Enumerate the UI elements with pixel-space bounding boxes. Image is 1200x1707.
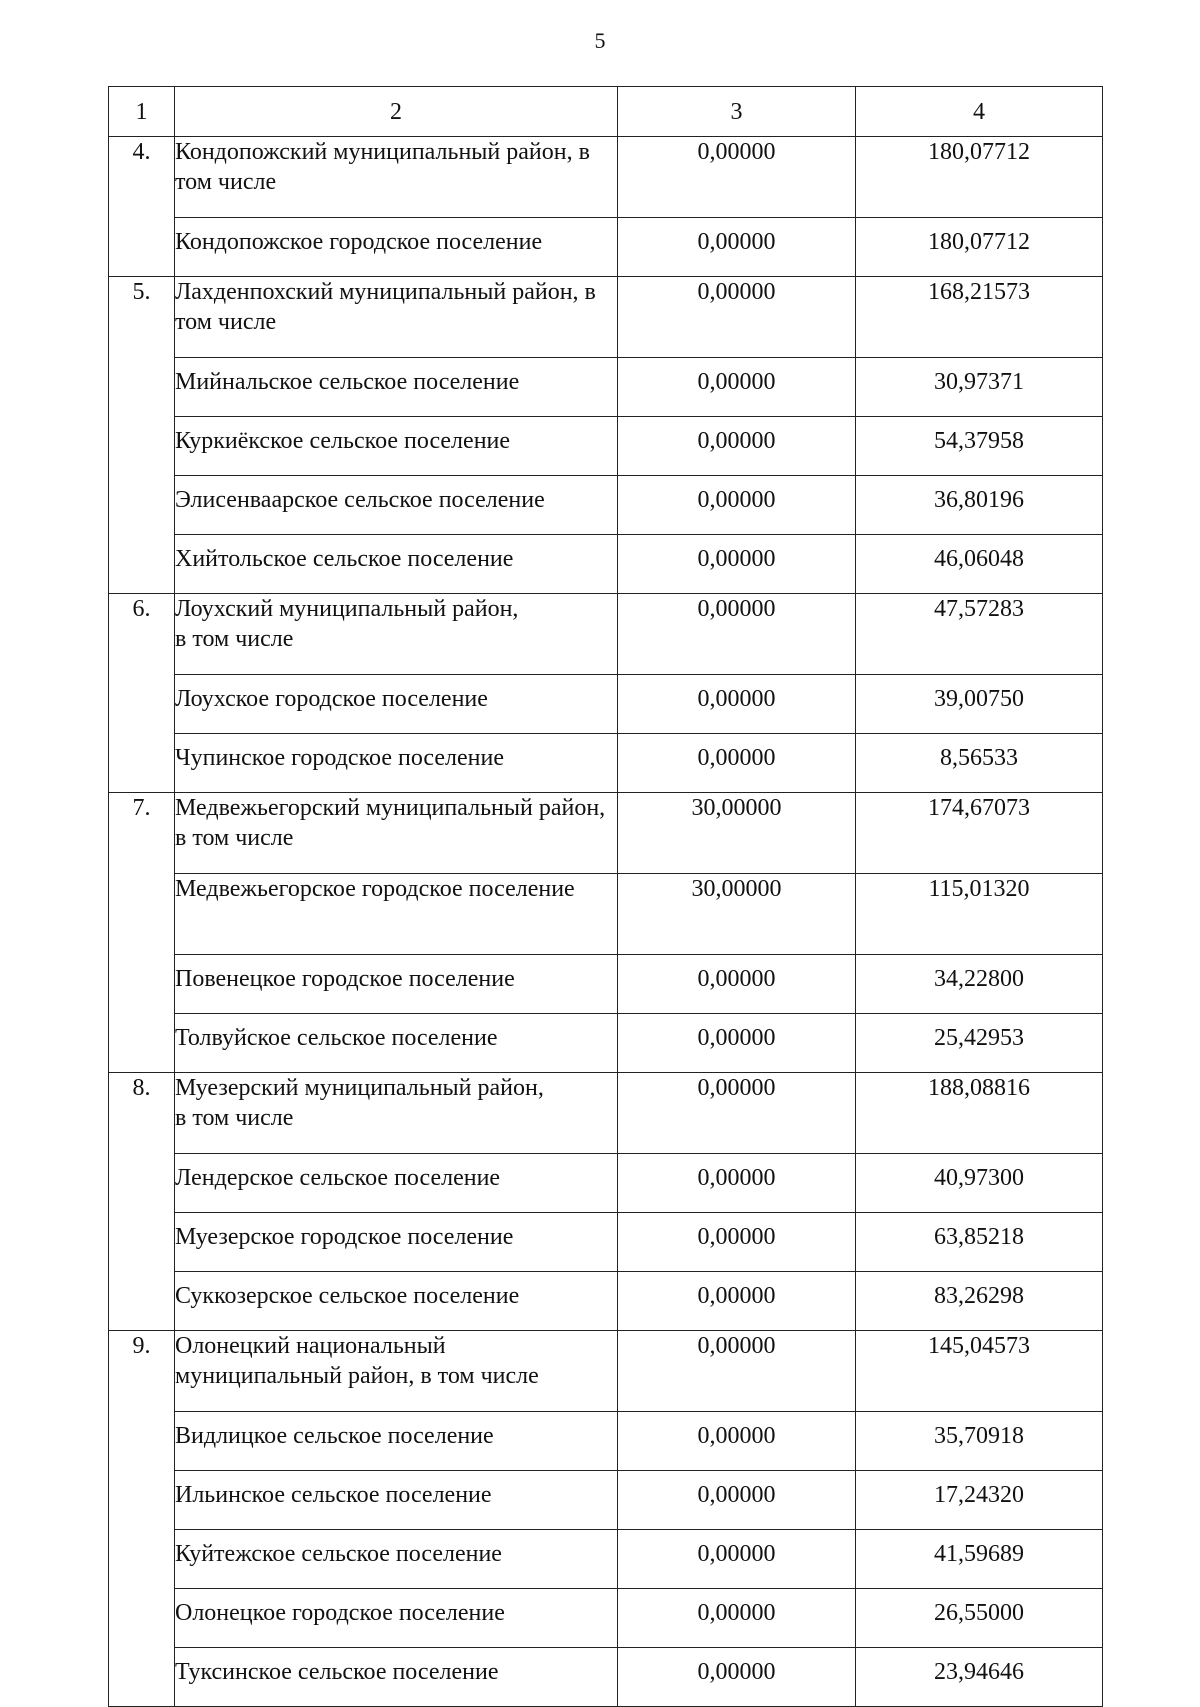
territory-name: Суккозерское сельское поселение (175, 1272, 618, 1331)
territory-name: Медвежьегорский муниципальный район, в том числе (175, 793, 618, 874)
value-col-4: 39,00750 (856, 675, 1103, 734)
value-col-4: 115,01320 (856, 874, 1103, 955)
value-col-4: 40,97300 (856, 1154, 1103, 1213)
value-col-4: 188,08816 (856, 1073, 1103, 1154)
table-row (109, 734, 1103, 793)
territory-name: Туксинское сельское поселение (175, 1648, 618, 1707)
table-row (109, 1154, 1103, 1213)
value-col-4: 54,37958 (856, 417, 1103, 476)
value-col-3: 0,00000 (618, 675, 856, 734)
table-row (109, 358, 1103, 417)
row-number: 6. (109, 594, 175, 793)
value-col-4: 46,06048 (856, 535, 1103, 594)
territory-name: Кондопожское городское поселение (175, 218, 618, 277)
row-number: 8. (109, 1073, 175, 1331)
territory-name: Лахденпохский муниципальный район, в том числе (175, 277, 618, 358)
value-col-3: 0,00000 (618, 1589, 856, 1648)
territory-name: Хийтольское сельское поселение (175, 535, 618, 594)
row-number: 9. (109, 1331, 175, 1707)
header-col-3: 3 (618, 87, 856, 137)
territory-name: Мийнальское сельское поселение (175, 358, 618, 417)
table-row (109, 1331, 1103, 1412)
table-row (109, 1272, 1103, 1331)
table-row (109, 594, 1103, 675)
territory-name: Лоухское городское поселение (175, 675, 618, 734)
value-col-4: 180,07712 (856, 218, 1103, 277)
value-col-3: 0,00000 (618, 594, 856, 675)
value-col-3: 0,00000 (618, 1213, 856, 1272)
value-col-3: 0,00000 (618, 137, 856, 218)
table-row (109, 874, 1103, 955)
value-col-4: 168,21573 (856, 277, 1103, 358)
territory-name: Олонецкое городское поселение (175, 1589, 618, 1648)
table-row (109, 476, 1103, 535)
value-col-3: 0,00000 (618, 734, 856, 793)
value-col-4: 26,55000 (856, 1589, 1103, 1648)
value-col-3: 0,00000 (618, 1073, 856, 1154)
table-row (109, 1589, 1103, 1648)
value-col-3: 0,00000 (618, 277, 856, 358)
table-row (109, 793, 1103, 874)
table-row (109, 417, 1103, 476)
value-col-3: 0,00000 (618, 218, 856, 277)
territory-name: Лоухский муниципальный район, в том числе (175, 594, 618, 675)
value-col-3: 30,00000 (618, 793, 856, 874)
territory-name: Олонецкий национальный муниципальный район, в том числе (175, 1331, 618, 1412)
value-col-4: 17,24320 (856, 1471, 1103, 1530)
table-row (109, 1412, 1103, 1471)
territory-name: Муезерский муниципальный район, в том числе (175, 1073, 618, 1154)
value-col-3: 0,00000 (618, 1471, 856, 1530)
page-number: 5 (594, 28, 606, 53)
territory-name: Куйтежское сельское поселение (175, 1530, 618, 1589)
value-col-4: 8,56533 (856, 734, 1103, 793)
table-row (109, 675, 1103, 734)
header-col-4: 4 (856, 87, 1103, 137)
table-row (109, 1014, 1103, 1073)
value-col-3: 0,00000 (618, 417, 856, 476)
table-row (109, 1073, 1103, 1154)
value-col-3: 0,00000 (618, 476, 856, 535)
table-row (109, 955, 1103, 1014)
row-number: 4. (109, 137, 175, 277)
value-col-4: 36,80196 (856, 476, 1103, 535)
territory-name: Повенецкое городское поселение (175, 955, 618, 1014)
table-row (109, 1471, 1103, 1530)
value-col-4: 174,67073 (856, 793, 1103, 874)
territory-name: Видлицкое сельское поселение (175, 1412, 618, 1471)
value-col-3: 0,00000 (618, 1014, 856, 1073)
value-col-4: 41,59689 (856, 1530, 1103, 1589)
table-row (109, 218, 1103, 277)
value-col-4: 180,07712 (856, 137, 1103, 218)
value-col-4: 145,04573 (856, 1331, 1103, 1412)
value-col-4: 25,42953 (856, 1014, 1103, 1073)
table-row (109, 1213, 1103, 1272)
territory-name: Толвуйское сельское поселение (175, 1014, 618, 1073)
value-col-3: 0,00000 (618, 358, 856, 417)
table-row (109, 1530, 1103, 1589)
header-row (109, 87, 1103, 137)
value-col-3: 0,00000 (618, 1272, 856, 1331)
value-col-3: 30,00000 (618, 874, 856, 955)
value-col-4: 34,22800 (856, 955, 1103, 1014)
territory-name: Муезерское городское поселение (175, 1213, 618, 1272)
value-col-4: 47,57283 (856, 594, 1103, 675)
value-col-3: 0,00000 (618, 1530, 856, 1589)
allocation-table (108, 86, 1103, 1707)
territory-name: Лендерское сельское поселение (175, 1154, 618, 1213)
table-body (109, 87, 1103, 1707)
territory-name: Элисенваарское сельское поселение (175, 476, 618, 535)
territory-name: Ильинское сельское поселение (175, 1471, 618, 1530)
value-col-3: 0,00000 (618, 1412, 856, 1471)
table-row (109, 137, 1103, 218)
table-row (109, 535, 1103, 594)
row-number: 7. (109, 793, 175, 1073)
row-number: 5. (109, 277, 175, 594)
value-col-4: 23,94646 (856, 1648, 1103, 1707)
territory-name: Медвежьегорское городское поселение (175, 874, 618, 955)
territory-name: Кондопожский муниципальный район, в том числе (175, 137, 618, 218)
value-col-4: 35,70918 (856, 1412, 1103, 1471)
value-col-4: 63,85218 (856, 1213, 1103, 1272)
header-col-2: 2 (175, 87, 618, 137)
value-col-4: 30,97371 (856, 358, 1103, 417)
value-col-4: 83,26298 (856, 1272, 1103, 1331)
value-col-3: 0,00000 (618, 535, 856, 594)
value-col-3: 0,00000 (618, 1648, 856, 1707)
value-col-3: 0,00000 (618, 955, 856, 1014)
territory-name: Куркиёкское сельское поселение (175, 417, 618, 476)
value-col-3: 0,00000 (618, 1331, 856, 1412)
value-col-3: 0,00000 (618, 1154, 856, 1213)
table-row (109, 1648, 1103, 1707)
header-col-1: 1 (109, 87, 175, 137)
table-row (109, 277, 1103, 358)
territory-name: Чупинское городское поселение (175, 734, 618, 793)
